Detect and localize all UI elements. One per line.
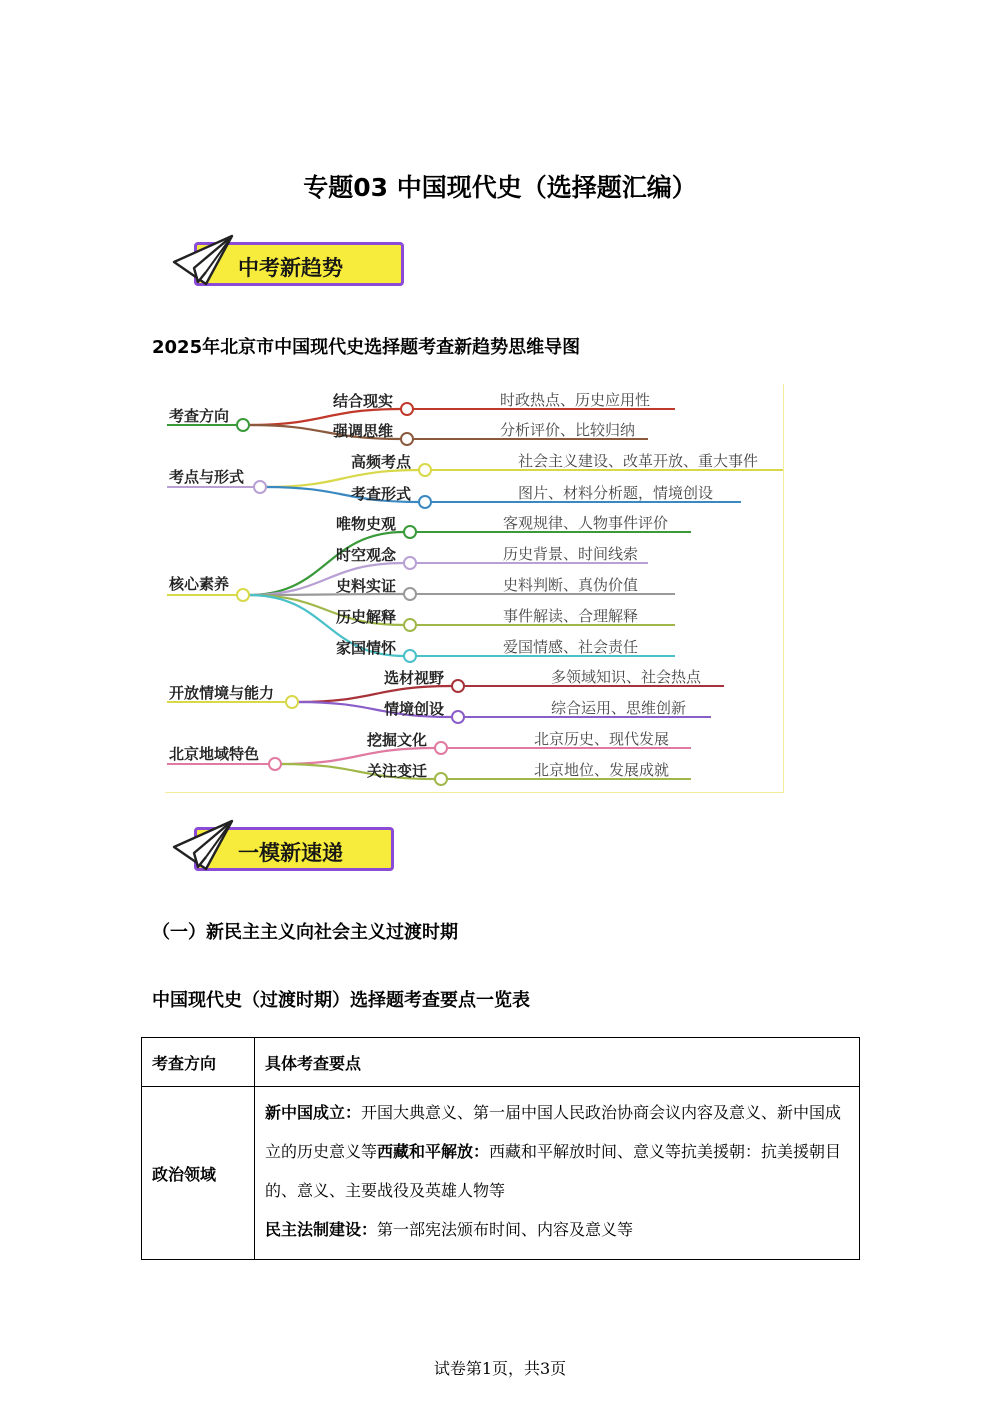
mindmap-detail-text: 分析评价、比较归纳 — [500, 421, 636, 439]
mindmap-child-label: 结合现实 — [333, 392, 394, 410]
mindmap-branch-label: 开放情境与能力 — [169, 684, 275, 702]
mindmap-child-label: 关注变迁 — [367, 762, 428, 780]
mindmap-detail-text: 客观规律、人物事件评价 — [503, 514, 669, 532]
mindmap-branch-label: 考点与形式 — [169, 468, 245, 486]
mindmap-child-label: 唯物史观 — [336, 515, 397, 533]
banner-label: 一模新速递 — [238, 841, 343, 865]
term-description: 西藏和平解放时间、意义等抗美援朝：抗美援朝目的、意义、主要战役及英雄人物等 — [265, 1142, 842, 1200]
page-footer: 试卷第1页，共3页 — [433, 1359, 567, 1378]
table-header-row — [142, 1038, 860, 1087]
mindmap-child-label: 强调思维 — [333, 422, 394, 440]
mindmap-child-node — [452, 680, 464, 692]
mindmap-child-node — [404, 619, 416, 631]
mindmap-detail-text: 爱国情感、社会责任 — [503, 638, 639, 656]
mindmap-detail-text: 社会主义建设、改革开放、重大事件 — [518, 452, 759, 470]
mindmap-child-node — [404, 588, 416, 600]
mindmap-branch-label: 核心素养 — [169, 575, 230, 593]
mindmap-detail-text: 时政热点、历史应用性 — [500, 391, 651, 409]
mindmap-child-label: 高频考点 — [351, 453, 412, 471]
mindmap-detail-text: 综合运用、思维创新 — [551, 699, 687, 717]
mindmap-child-node — [401, 403, 413, 415]
table-cell-detail — [255, 1087, 860, 1260]
mindmap-canvas — [165, 384, 783, 792]
table-header-detail: 具体考查要点 — [255, 1038, 860, 1087]
mindmap — [165, 384, 784, 793]
mindmap-branch-label: 北京地域特色 — [169, 745, 260, 763]
mindmap-child-node — [419, 496, 431, 508]
mindmap-child-label: 情境创设 — [384, 700, 445, 718]
mindmap-branch-node — [254, 481, 266, 493]
banner-exam-trends — [172, 232, 404, 294]
mindmap-child-node — [419, 464, 431, 476]
mindmap-child-label: 史料实证 — [336, 577, 397, 595]
mindmap-child-node — [452, 711, 464, 723]
mindmap-branch-label: 考查方向 — [169, 407, 230, 425]
banner-label: 中考新趋势 — [238, 256, 343, 280]
mindmap-child-node — [404, 526, 416, 538]
mindmap-heading: 2025年北京市中国现代史选择题考查新趋势思维导图 — [152, 337, 581, 358]
mindmap-child-label: 选材视野 — [384, 669, 445, 687]
mindmap-child-label: 考查形式 — [351, 485, 412, 503]
mindmap-branch-node — [286, 696, 298, 708]
key-term: 西藏和平解放： — [377, 1142, 490, 1161]
term-description: 第一部宪法颁布时间、内容及意义等 — [377, 1220, 634, 1239]
mindmap-branch-node — [237, 419, 249, 431]
mindmap-child-label: 挖掘文化 — [367, 731, 428, 749]
mindmap-child-node — [435, 742, 447, 754]
table-row — [142, 1087, 860, 1260]
paper-plane-icon — [172, 817, 236, 875]
mindmap-child-node — [404, 650, 416, 662]
paper-plane-icon — [172, 232, 236, 290]
banner-mock-exam — [172, 817, 404, 879]
table-cell-category: 政治领域 — [142, 1087, 255, 1260]
mindmap-child-label: 时空观念 — [336, 546, 397, 564]
mindmap-child-node — [401, 433, 413, 445]
term-description: 开国大典意义、第一届中国人民政治协商会议内容及意义、新中国成立的历史意义等 — [265, 1103, 842, 1161]
mindmap-detail-text: 事件解读、合理解释 — [503, 607, 639, 625]
mindmap-detail-text: 北京地位、发展成就 — [534, 761, 670, 779]
table-header-category: 考查方向 — [142, 1038, 255, 1087]
exam-points-table — [141, 1037, 860, 1260]
mindmap-detail-text: 北京历史、现代发展 — [534, 730, 670, 748]
mindmap-detail-text: 图片、材料分析题，情境创设 — [518, 484, 714, 502]
key-term: 新中国成立： — [265, 1103, 362, 1122]
mindmap-branch-node — [269, 758, 281, 770]
mindmap-detail-text: 历史背景、时间线索 — [503, 545, 639, 563]
mindmap-child-node — [435, 773, 447, 785]
table-title: 中国现代史（过渡时期）选择题考查要点一览表 — [152, 990, 530, 1011]
mindmap-child-node — [404, 557, 416, 569]
mindmap-child-label: 家国情怀 — [336, 639, 397, 657]
section-heading: （一）新民主主义向社会主义过渡时期 — [152, 922, 458, 943]
mindmap-detail-text: 多领域知识、社会热点 — [551, 668, 702, 686]
mindmap-branch-node — [237, 589, 249, 601]
key-term: 民主法制建设： — [265, 1220, 378, 1239]
mindmap-detail-text: 史料判断、真伪价值 — [503, 576, 639, 594]
mindmap-child-label: 历史解释 — [336, 608, 397, 626]
document-title: 专题03 中国现代史（选择题汇编） — [303, 173, 697, 202]
